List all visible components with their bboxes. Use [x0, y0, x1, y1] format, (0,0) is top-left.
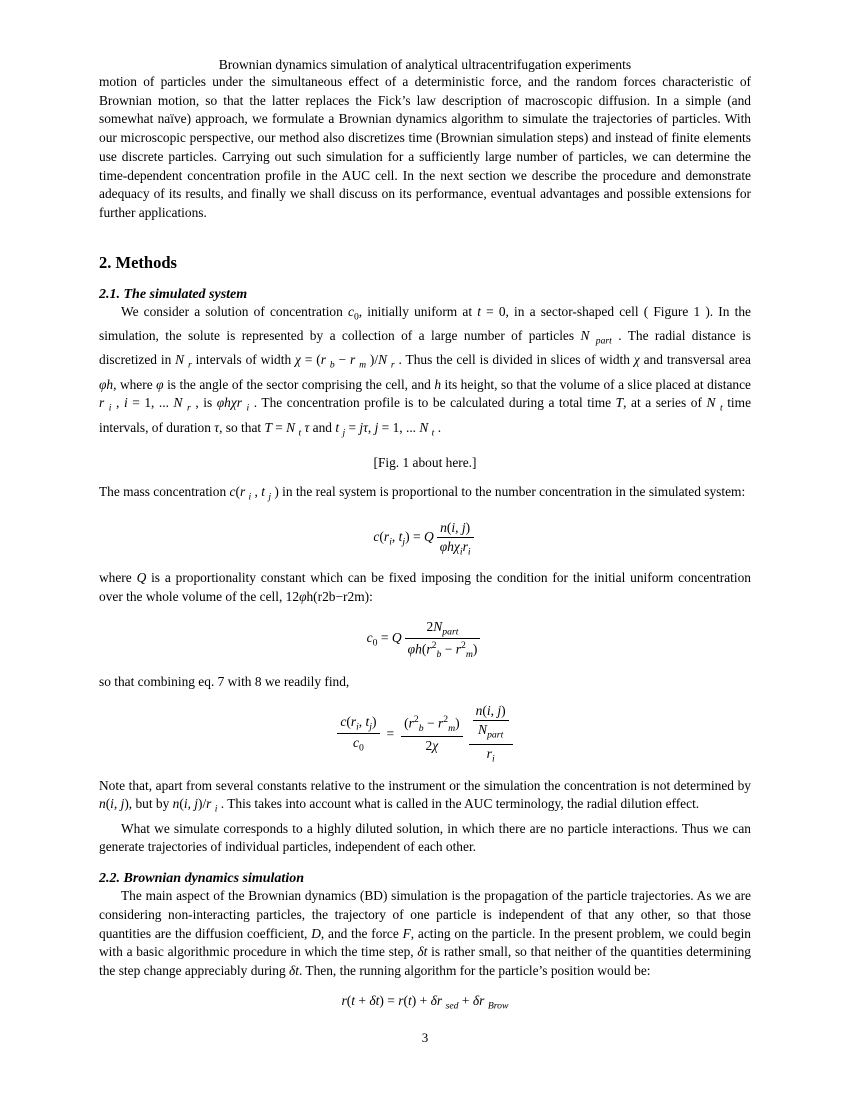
- equation-1: [99, 520, 751, 558]
- paragraph-bd-main-aspect: The main aspect of the Brownian dynamics (BD) simulation is the propagation of the particle trajectories. As we are considering non-interacting particles, the trajectory of one particle is independent of that any other, so that those quantities are the diffusion coefficient, D, and the force F, acting on the particle. In the present problem, we could begin with a basic algorithmic procedure in which the time step, δt is rather small, so that neither of the quantities determining the step change appreciably during δt. Then, the running algorithm for the particle’s position would be:: [99, 888, 752, 978]
- equation-3-right-denominator: $r_i$: [486, 745, 495, 765]
- equation-3-lhs-fraction: [337, 714, 379, 754]
- equation-3-lhs-denominator: $c_0$: [352, 735, 364, 755]
- equation-3-mid-denominator: 2χ: [425, 737, 439, 753]
- equation-1-fraction: [437, 520, 474, 558]
- running-title: Brownian dynamics simulation of analytical ultracentrifugation experiments: [218, 57, 632, 72]
- section-heading-methods: 2. Methods: [99, 252, 177, 272]
- subsection-heading-bd-simulation: 2.2. Brownian dynamics simulation: [99, 871, 304, 887]
- equation-1-lhs: $c(r_i$, $t_j) = Q$: [373, 529, 434, 548]
- paragraph-simulated-system: We consider a solution of concentration $c_0$, initially uniform at t = 0, in a sector-shaped cell ( Figure 1 ). In the simulation, the solute is represented by a collection of a large number of particles N $_{part}$ . The radial distance is discretized in N $_r$ intervals of width χ = (r $_b$ − r $_m$ )/N $_r$ . Thus the cell is divided in slices of width χ and transversal area φh, where φ is the angle of the sector comprising the cell, and h its height, so that the volume of a slice placed at distance r $_i$ , i = 1, ... N $_r$ , is φhχr $_i$ . The concentration profile is to be calculated during a total time T, at a series of N $_t$ time intervals, of duration τ, so that T = N $_t$ τ and t $_j$ = jτ, j = 1, ... N $_t$ .: [99, 303, 752, 439]
- equation-3-mid-fraction: [401, 714, 463, 753]
- page-number: 3: [421, 1030, 429, 1045]
- equation-1-numerator: n(i, j): [437, 520, 474, 538]
- equation-3-mid-numerator: $(r^2_b - r^2_m)$: [401, 714, 463, 736]
- figure-placeholder: [Fig. 1 about here.]: [373, 455, 477, 471]
- equation-1-denominator: $\varphi h\chi_ir_i$: [439, 538, 471, 558]
- paragraph-mass-concentration: The mass concentration c(r $_i$ , t $_j$ ) in the real system is proportional to the number concentration in the simulated system:: [99, 484, 746, 503]
- equals-sign: =: [386, 725, 395, 741]
- equation-3-lhs-numerator: $c(r_i$, $t_j$): [337, 714, 379, 735]
- text-column: [99, 73, 751, 1011]
- equation-3: [99, 703, 751, 764]
- paragraph-what-we-simulate: What we simulate corresponds to a highly diluted solution, in which there are no particle interactions. Thus we can generate trajectories of individual particles, independent of each other.: [99, 820, 751, 855]
- equation-3-nested-numerator: n(i, j): [473, 703, 509, 721]
- equation-2-lhs: $c_0 = Q$: [366, 630, 402, 649]
- subsection-heading-simulated-system: 2.1. The simulated system: [99, 286, 248, 302]
- paragraph-so-that: so that combining eq. 7 with 8 we readily find,: [99, 673, 350, 689]
- equation-2-denominator: $\varphi h(r^2_b - r^2_m)$: [407, 640, 478, 661]
- equation-2-numerator: $2N_{part}$: [405, 619, 481, 640]
- equation-3-nested-denominator: $N_{part}$: [478, 722, 504, 741]
- equation-4: r(t + δt) = r(t) + δr $_{sed}$ + δr $_{Brow}$: [341, 992, 509, 1012]
- equation-2-fraction: [405, 619, 481, 661]
- equation-3-right-fraction: [469, 703, 513, 764]
- equation-3-right-numerator: [469, 703, 513, 745]
- paragraph-note: Note that, apart from several constants relative to the instrument or the simulation the concentration is not determined by n(i, j), but by n(i, j)/r $_i$ . This takes into account what is called in the AUC terminology, the radial dilution effect.: [99, 777, 751, 815]
- equation-3-nested-fraction: [473, 703, 509, 741]
- intro-paragraph: motion of particles under the simultaneous effect of a deterministic force, and the random forces characteristic of Brownian motion, so that the latter replaces the Fick’s law description of macroscopic diffusion. In a simple (and somewhat naïve) approach, we formulate a Brownian dynamics algorithm to simulate the trajectories of particles. With our microscopic perspective, our method also discretizes time (Brownian simulation steps) and instead of finite elements use discrete particles. Carrying out such simulation for a sufficiently large number of particles, we can determine the time-dependent concentration profile in the AUC cell. In the next section we describe the procedure and demonstrate adequacy of its results, and finally we shall discuss on its performance, eventual advantages and possible extensions for further applications.: [99, 74, 751, 220]
- paragraph-where-q: where Q is a proportionality constant which can be fixed imposing the condition for the initial uniform concentration over the whole volume of the cell, 12φh(r2b−r2m):: [99, 570, 751, 604]
- equation-2: [99, 619, 751, 661]
